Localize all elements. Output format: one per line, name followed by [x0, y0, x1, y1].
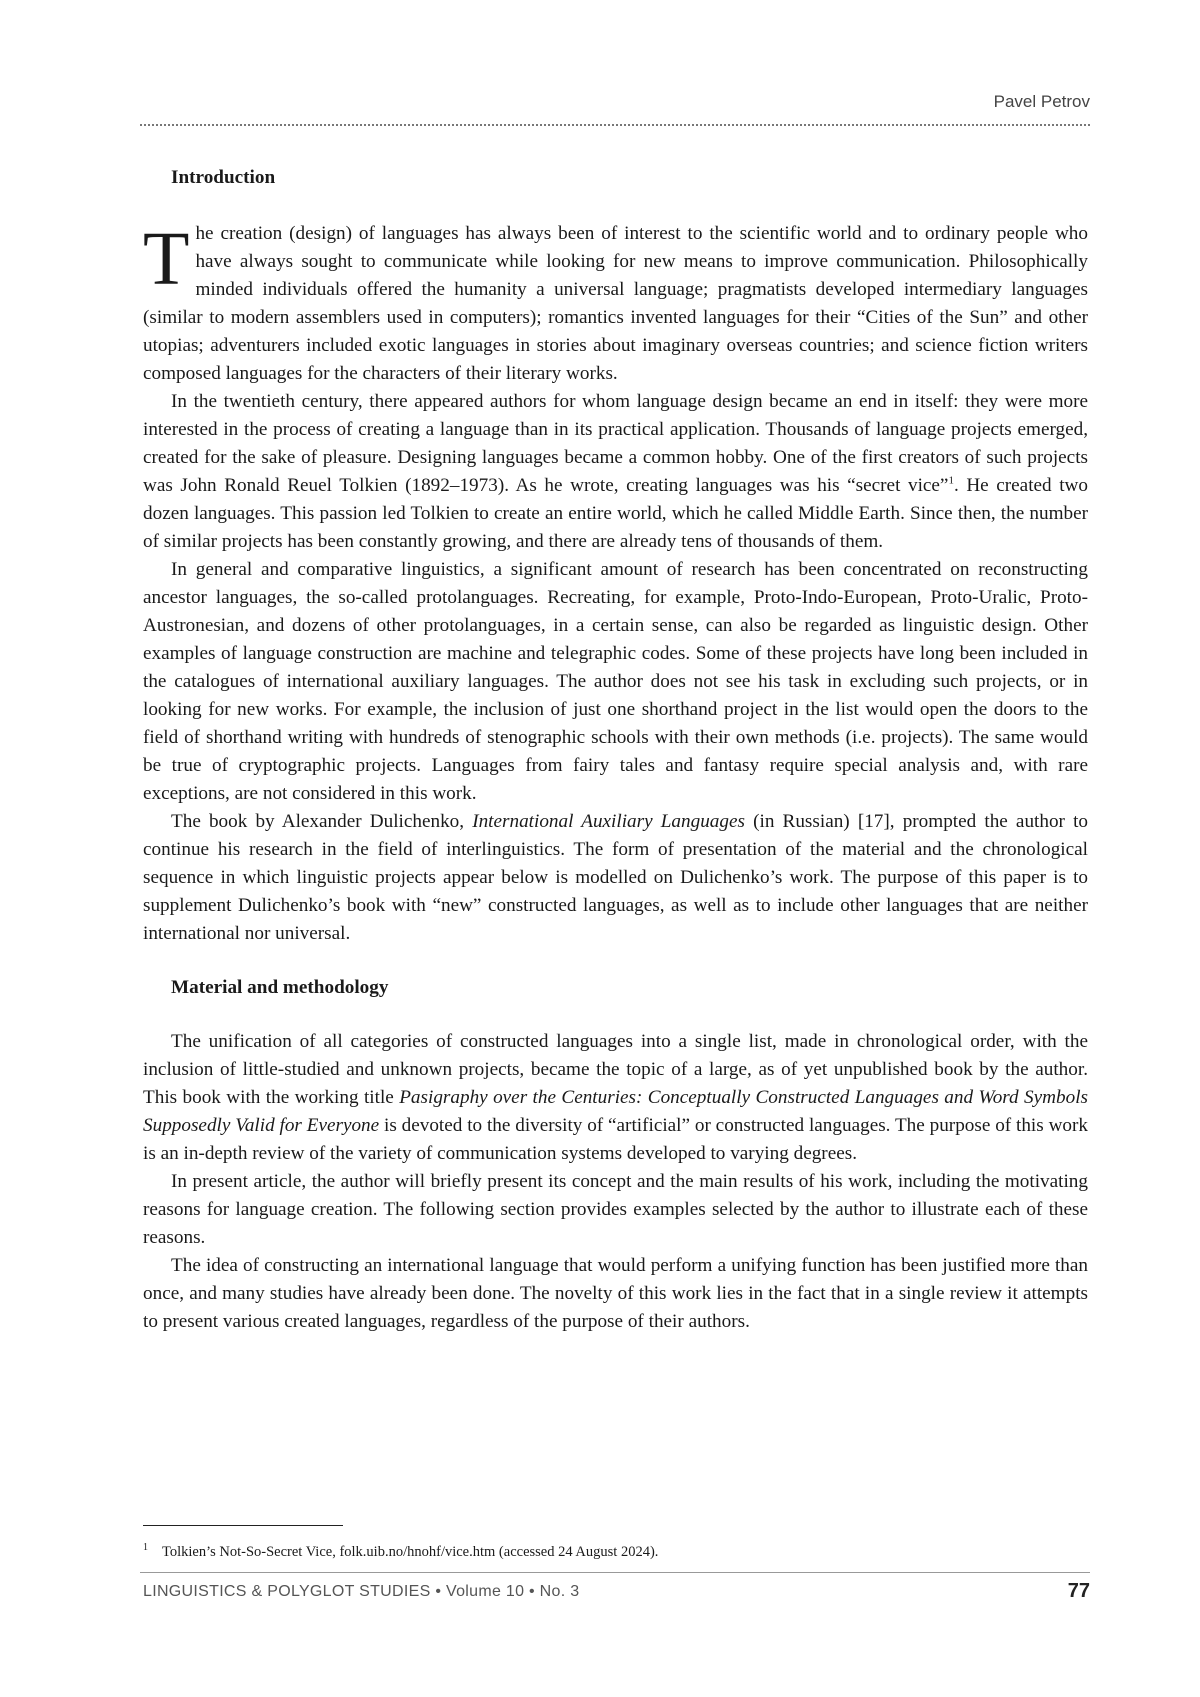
footnote-ref[interactable]: 1 — [948, 474, 954, 487]
paragraph: In general and comparative linguistics, a significant amount of research has been concentrated on reconstructing ancestor languages, the so-called protolanguages. Recreating, for example, Proto-Indo-European, Proto-Uralic, Proto-Austronesian, and dozens of other protolanguages, in a certain sense, can also be regarded as linguistic design. Other examples of language construction are machine and telegraphic codes. Some of these projects have long been included in the catalogues of international auxiliary languages. The author does not see his task in excluding such projects, or in looking for new works. For example, the inclusion of just one shorthand project in the list would open the doors to the field of shorthand writing with hundreds of stenographic schools with their own methods (i.e. projects). The same would be true of cryptographic projects. Languages from fairy tales and fantasy require special analysis and, with rare exceptions, are not considered in this work. — [143, 559, 1088, 804]
paragraph — [143, 388, 1088, 556]
book-title: Pasigraphy over the Centuries: Conceptually Constructed Languages and Word Symbols Supposedly Valid for Everyone — [143, 1087, 1088, 1136]
paragraph — [143, 1028, 1088, 1168]
journal-info: LINGUISTICS & POLYGLOT STUDIES • Volume 10 • No. 3 — [143, 1583, 580, 1600]
paragraph-text: is devoted to the diversity of “artificial” or constructed languages. The purpose of this work is an in-depth review of the variety of communication systems developed to varying degrees. — [143, 1115, 1088, 1164]
paragraph-text: (in Russian) [17], prompted the author to continue his research in the field of interlinguistics. The form of presentation of the material and the chronological sequence in which linguistic projects appear below is modelled on Dulichenko’s work. The purpose of this paper is to supplement Dulichenko’s book with “new” constructed languages, as well as to include other languages that are neither international nor universal. — [143, 811, 1088, 944]
paragraph-text: In the twentieth century, there appeared authors for whom language design became an end in itself: they were more interested in the process of creating a language than in its practical application. Thousands of language projects emerged, created for the sake of pleasure. Designing languages became a common hobby. One of the first creators of such projects was John Ronald Reuel Tolkien (1892–1973). As he wrote, creating languages was his “secret vice” — [143, 391, 1088, 496]
running-head-author: Pavel Petrov — [993, 92, 1090, 111]
paragraph: In present article, the author will briefly present its concept and the main results of his work, including the motivating reasons for language creation. The following section provides examples selected by the author to illustrate each of these reasons. — [143, 1171, 1088, 1248]
footnote-text: Tolkien’s Not-So-Secret Vice, folk.uib.no/hnohf/vice.htm (accessed 24 August 2024). — [162, 1543, 659, 1560]
paragraph — [143, 217, 1088, 388]
footnote-divider — [143, 1525, 343, 1526]
paragraph: The idea of constructing an international language that would perform a unifying function has been justified more than once, and many studies have already been done. The novelty of this work lies in the fact that in a single review it attempts to present various created languages, regardless of the purpose of their authors. — [143, 1255, 1088, 1332]
paragraph-text: . He created two dozen languages. This passion led Tolkien to create an entire world, which he called Middle Earth. Since then, the number of similar projects has been constantly growing, and there are already tens of thousands of them. — [143, 475, 1088, 552]
article-body — [143, 164, 1088, 1336]
footnote — [143, 1538, 1088, 1562]
footnote-number: 1 — [143, 1542, 148, 1553]
paragraph-text: he creation (design) of languages has always been of interest to the scientific world and to ordinary people who have always sought to communicate while looking for new means to improve communication. Philosophically minded individuals offered the humanity a universal language; pragmatists developed intermediary languages (similar to modern assemblers used in computers); romantics invented languages for their “Cities of the Sun” and other utopias; adventurers included exotic languages in stories about imaginary overseas countries; and science fiction writers composed languages for the characters of their literary works. — [143, 223, 1088, 384]
section-heading-introduction: Introduction — [171, 167, 276, 188]
book-title: International Auxiliary Languages — [472, 811, 745, 832]
paragraph — [143, 808, 1088, 948]
header-divider — [140, 124, 1090, 126]
spacer — [143, 192, 1088, 220]
spacer — [143, 948, 1088, 974]
page-number: 77 — [1067, 1580, 1090, 1602]
section-heading-methodology: Material and methodology — [171, 977, 389, 998]
footer-divider — [140, 1572, 1090, 1573]
spacer — [143, 1002, 1088, 1028]
paragraph-text: The book by Alexander Dulichenko, — [171, 811, 473, 832]
drop-cap: T — [143, 217, 190, 301]
paragraph-text: The unification of all categories of constructed languages into a single list, made in chronological order, with the inclusion of little-studied and unknown projects, became the topic of a large, as of yet unpublished book by the author. This book with the working title — [143, 1031, 1088, 1108]
